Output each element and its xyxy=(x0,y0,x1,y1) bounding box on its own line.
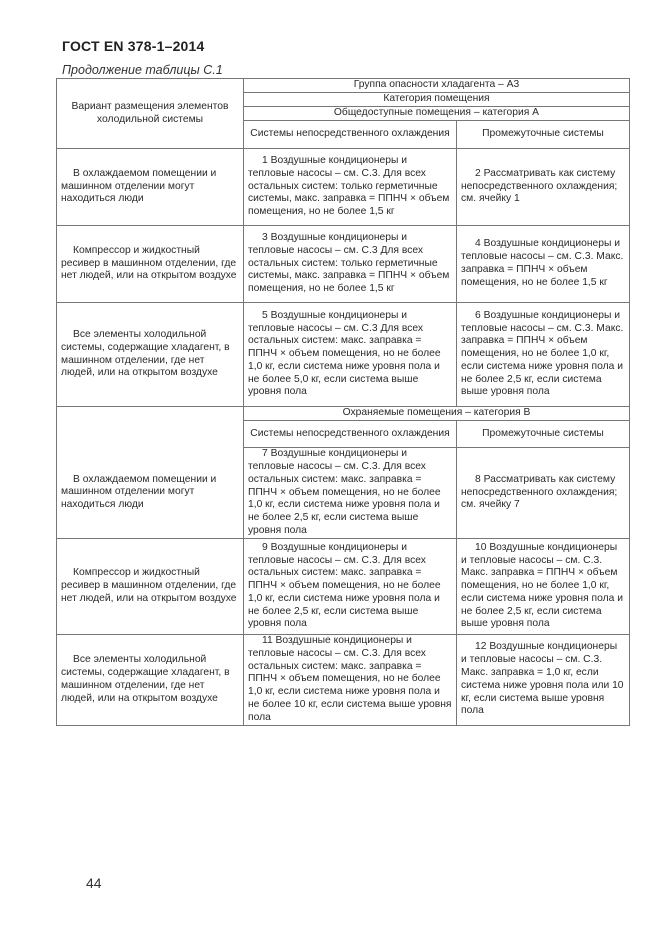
intermediate-cell-2: 2 Рассматривать как систему непосредственного охлаждения; см. ячейку 1 xyxy=(457,149,630,226)
direct-systems-header: Системы непосредственного охлаждения xyxy=(244,121,457,149)
direct-cell-7: 7 Воздушные кондиционеры и тепловые насосы – см. С.3. Для всех остальных систем: макс. заправка = ППНЧ × объем помещения, но не более 1,0 кг, если система ниже уровня пола и не более 2,5 кг, если система выше уровня пола xyxy=(244,448,457,539)
placement-cell: Компрессор и жидкостный ресивер в машинном отделении, где нет людей, или на открытом воздухе xyxy=(57,226,244,303)
section-b-title: Охраняемые помещения – категория В xyxy=(244,407,630,421)
intermediate-cell-10: 10 Воздушные кондиционеры и тепловые насосы – см. С.3. Макс. заправка = ППНЧ × объем помещения, но не более 1,0 кг, если система ниже уровня пола и не более 2,5 кг, если система выше уровня пола xyxy=(457,539,630,635)
table-continuation-caption: Продолжение таблицы С.1 xyxy=(62,63,223,77)
intermediate-cell-4: 4 Воздушные кондиционеры и тепловые насосы – см. С.3. Макс. заправка = ППНЧ × объем помещения, но не более 1,5 кг xyxy=(457,226,630,303)
refrigerant-table xyxy=(56,78,630,726)
placement-cell: Компрессор и жидкостный ресивер в машинном отделении, где нет людей, или на открытом воздухе xyxy=(57,539,244,635)
placement-header-cell xyxy=(57,79,244,149)
document-title: ГОСТ EN 378-1–2014 xyxy=(62,38,205,54)
direct-cell-1: 1 Воздушные кондиционеры и тепловые насосы – см. С.3. Для всех остальных систем: только герметичные системы, макс. заправка = ППНЧ × объем помещения, но не более 1,5 кг xyxy=(244,149,457,226)
placement-cell: Все элементы холодильной системы, содержащие хладагент, в машинном отделении, где нет людей, или на открытом воздухе xyxy=(57,635,244,726)
group-header: Группа опасности хладагента – А3 xyxy=(244,79,630,93)
table-row xyxy=(57,635,630,726)
table-row xyxy=(57,149,630,226)
table-row xyxy=(57,303,630,407)
intermediate-cell-12: 12 Воздушные кондиционеры и тепловые насосы – см. С.3. Макс. заправка = 1,0 кг, если система ниже уровня пола или 10 кг, если система выше уровня пола xyxy=(457,635,630,726)
placement-cell: В охлаждаемом помещении и машинном отделении могут находиться люди xyxy=(57,149,244,226)
page-number: 44 xyxy=(86,875,102,891)
section-a-title: Общедоступные помещения – категория А xyxy=(244,107,630,121)
intermediate-systems-header-b: Промежуточные системы xyxy=(457,421,630,448)
table-row xyxy=(57,226,630,303)
direct-cell-5: 5 Воздушные кондиционеры и тепловые насосы – см. С.3 Для всех остальных систем: макс. заправка = ППНЧ × объем помещения, но не более 1,0 кг, если система ниже уровня пола и не более 5,0 кг, если система выше уровня пола xyxy=(244,303,457,407)
direct-systems-header-b: Системы непосредственного охлаждения xyxy=(244,421,457,448)
intermediate-systems-header: Промежуточные системы xyxy=(457,121,630,149)
table-row xyxy=(57,539,630,635)
direct-cell-9: 9 Воздушные кондиционеры и тепловые насосы – см. С.3. Для всех остальных систем: макс. заправка = ППНЧ × объем помещения, но не более 1,0 кг, если система ниже уровня пола и не более 2,5 кг, если система выше уровня пола xyxy=(244,539,457,635)
placement-blank-cell xyxy=(57,407,244,448)
table-row xyxy=(57,448,630,539)
placement-cell: В охлаждаемом помещении и машинном отделении могут находиться люди xyxy=(57,448,244,539)
placement-header: Вариант размещения элементов холодильной системы xyxy=(71,100,229,125)
intermediate-cell-8: 8 Рассматривать как систему непосредственного охлаждения; см. ячейку 7 xyxy=(457,448,630,539)
intermediate-cell-6: 6 Воздушные кондиционеры и тепловые насосы – см. С.3. Макс. заправка = ППНЧ × объем помещения, но не более 1,0 кг, если система ниже уровня пола и не более 2,5 кг, если система выше уровня пола xyxy=(457,303,630,407)
direct-cell-11: 11 Воздушные кондиционеры и тепловые насосы – см. С.3. Для всех остальных систем: макс. заправка = ППНЧ × объем помещения, но не более 1,0 кг, если система ниже уровня пола и не более 10 кг, если система выше уровня пола xyxy=(244,635,457,726)
placement-cell: Все элементы холодильной системы, содержащие хладагент, в машинном отделении, где нет людей, или на открытом воздухе xyxy=(57,303,244,407)
direct-cell-3: 3 Воздушные кондиционеры и тепловые насосы – см. С.3 Для всех остальных систем: только герметичные системы, макс. заправка = ППНЧ × объем помещения, но не более 1,5 кг xyxy=(244,226,457,303)
room-category-header: Категория помещения xyxy=(244,93,630,107)
